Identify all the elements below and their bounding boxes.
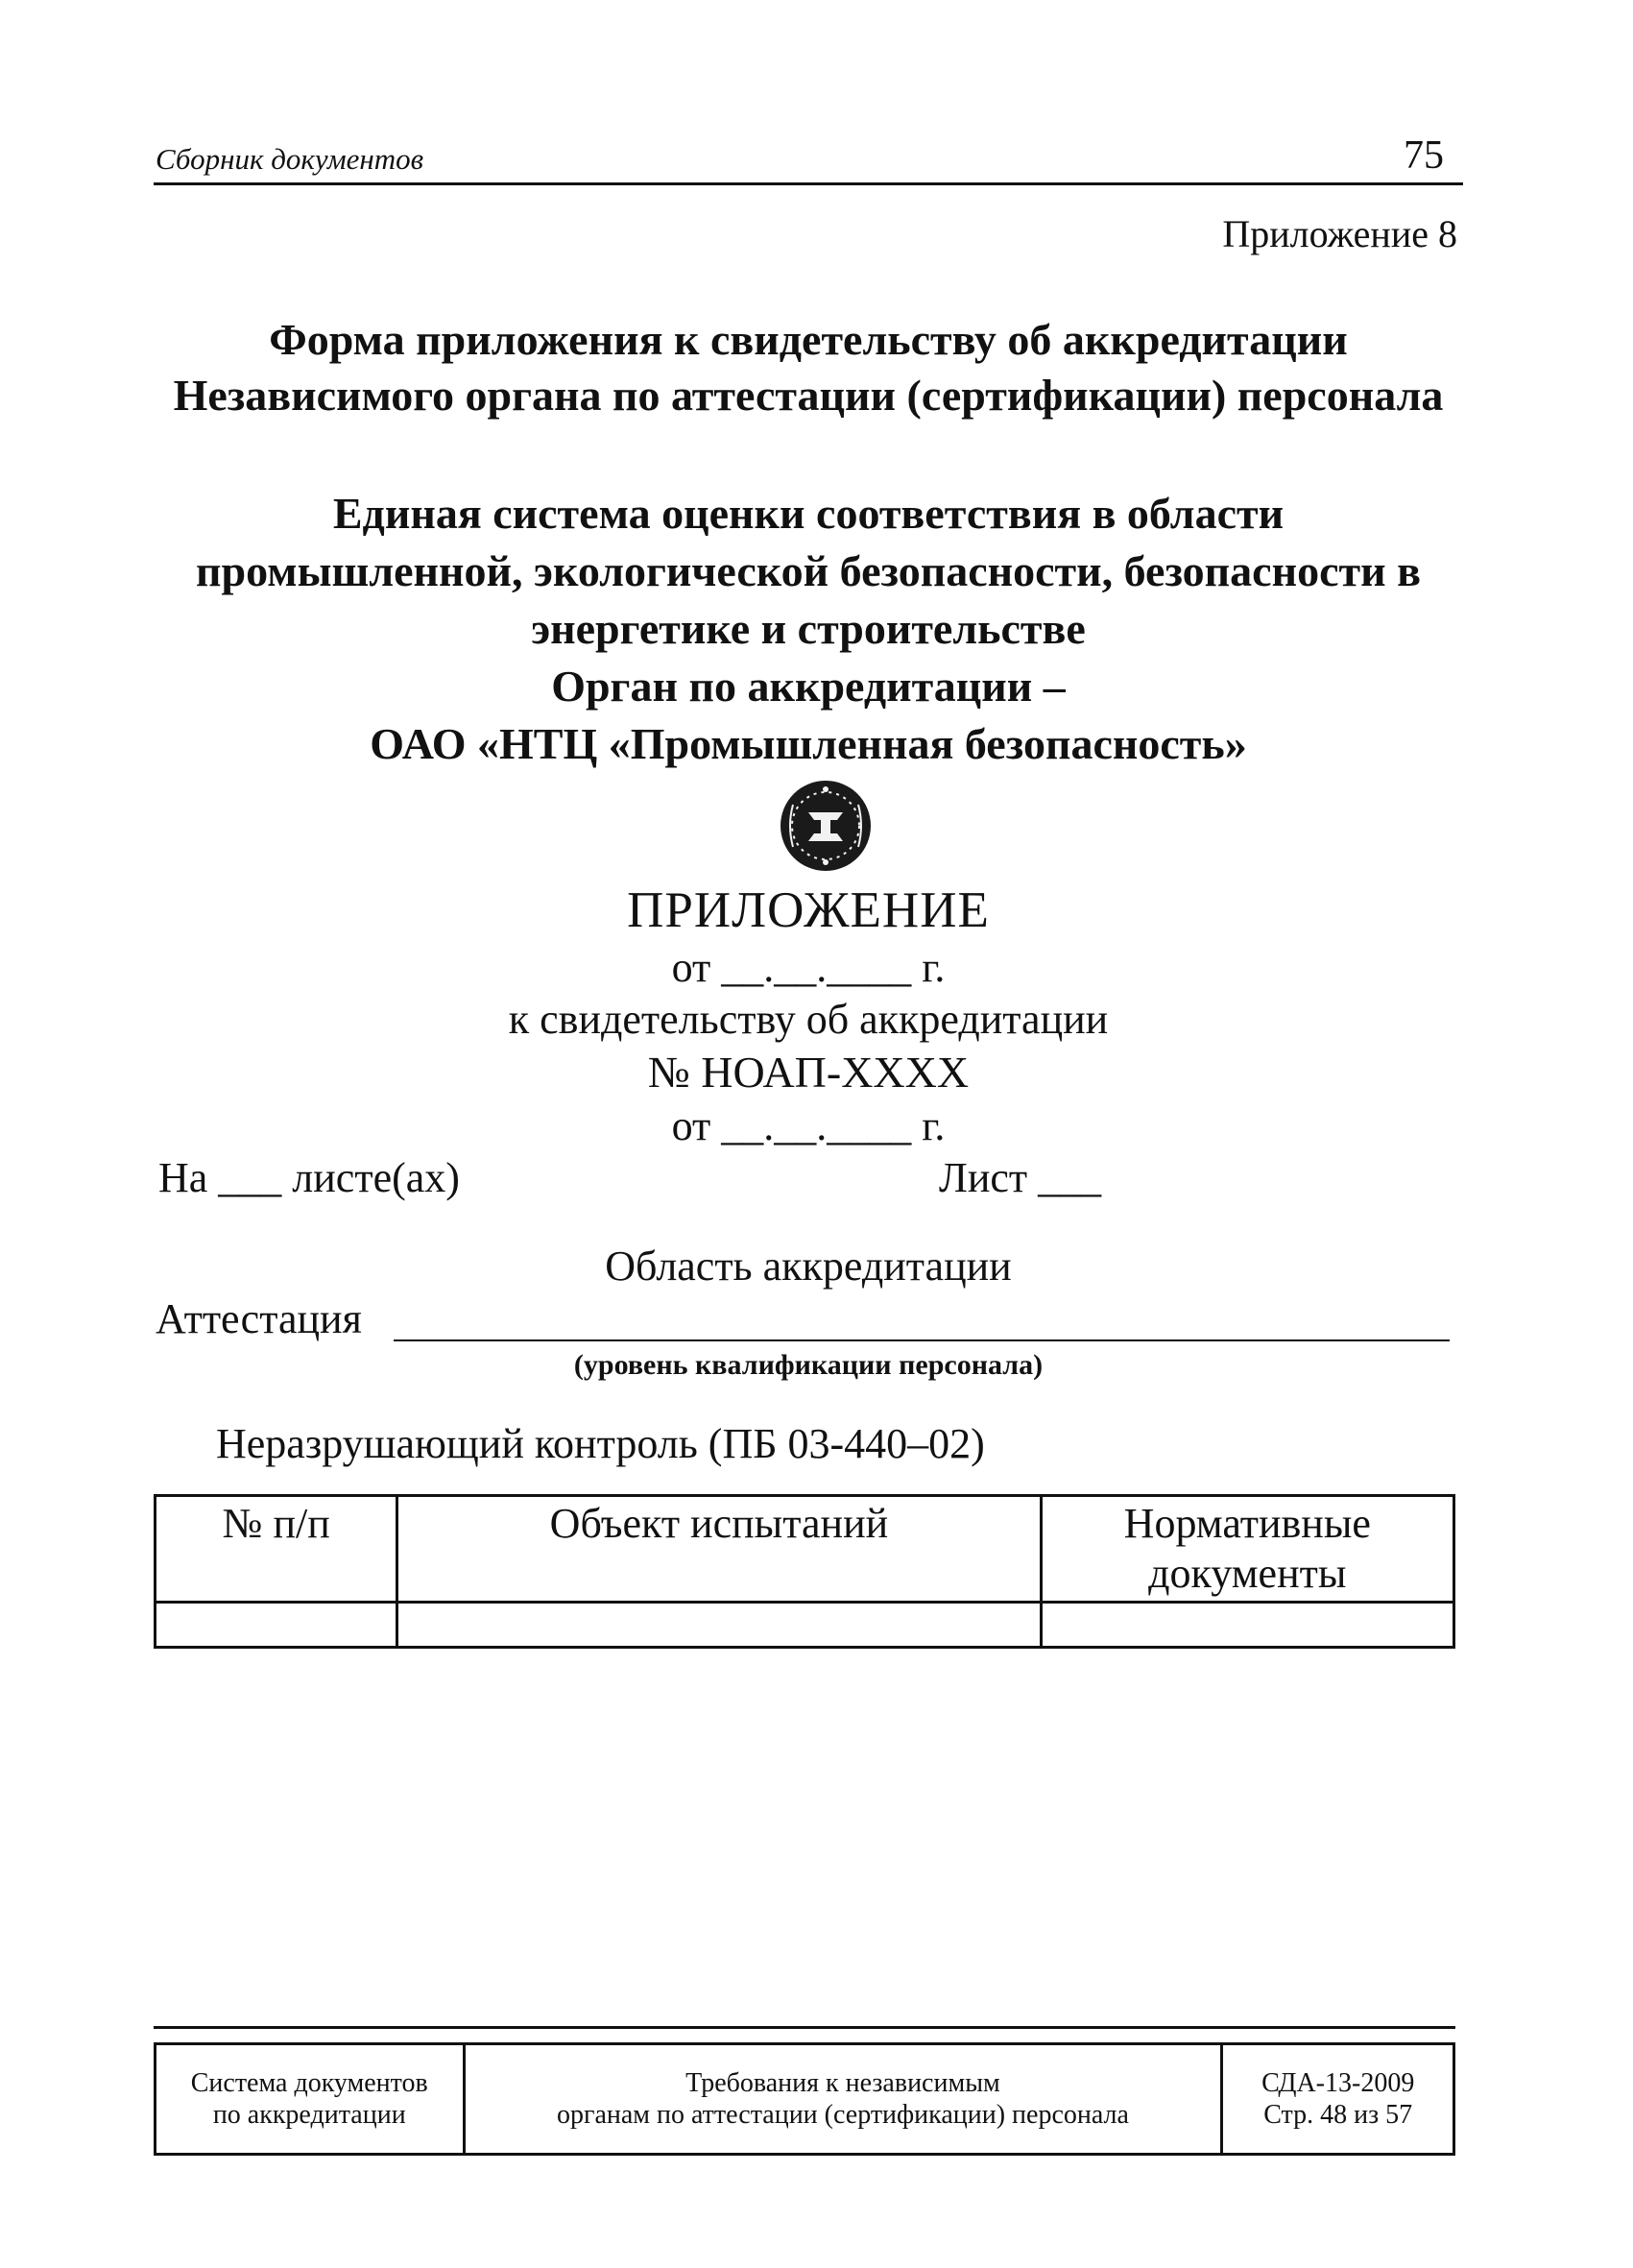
certificate-date: от __.__.____ г. — [671, 1102, 946, 1149]
footer-document-title — [464, 2044, 1222, 2155]
footer-right-line-1: СДА-13-2009 — [1261, 2068, 1415, 2098]
appendix-number: Приложение 8 — [1222, 212, 1457, 255]
form-title — [154, 312, 1463, 423]
certificate-reference: к свидетельству об аккредитации — [508, 996, 1109, 1043]
ndt-table-header-row — [156, 1496, 1454, 1603]
page-number: 75 — [1404, 133, 1444, 178]
ndt-table — [154, 1494, 1455, 1649]
footer-right-line-2: Стр. 48 из 57 — [1263, 2100, 1413, 2130]
appendix-heading: ПРИЛОЖЕНИЕ — [627, 882, 990, 938]
certificate-number: № НОАП-XXXX — [647, 1048, 970, 1097]
footer-left-line-1: Система документов — [190, 2068, 428, 2098]
footer-row — [156, 2044, 1454, 2155]
column-header-test-object: Объект испытаний — [397, 1496, 1041, 1603]
system-line-3: энергетике и строительстве — [531, 604, 1086, 653]
attestation-note: (уровень квалификации персонала) — [573, 1349, 1044, 1381]
footer-middle-line-2: органам по аттестации (сертификации) персонала — [556, 2100, 1129, 2130]
table-cell-empty — [156, 1603, 397, 1648]
attestation-blank-line — [394, 1339, 1450, 1341]
appendix-date: от __.__.____ г. — [671, 944, 946, 991]
accreditation-scope-title: Область аккредитации — [605, 1243, 1012, 1290]
column-header-regulatory-documents: Нормативные документы — [1041, 1496, 1453, 1603]
ndt-section-title: Неразрушающий контроль (ПБ 03-440–02) — [216, 1420, 985, 1467]
certification-seal-icon — [776, 776, 876, 876]
running-header-title: Сборник документов — [156, 142, 424, 176]
form-title-line-1: Форма приложения к свидетельству об аккредитации — [269, 315, 1348, 364]
system-block — [154, 485, 1463, 773]
footer-document-system — [156, 2044, 465, 2155]
system-line-1: Единая система оценки соответствия в области — [332, 489, 1285, 538]
footer-document-code — [1222, 2044, 1454, 2155]
column-header-number: № п/п — [156, 1496, 397, 1603]
header-rule — [154, 182, 1463, 185]
table-cell-empty — [1041, 1603, 1453, 1648]
form-title-line-2: Независимого органа по аттестации (сертификации) персонала — [173, 371, 1444, 420]
system-line-2: промышленной, экологической безопасности, безопасности в — [196, 546, 1421, 595]
footer-middle-line-1: Требования к независимым — [685, 2068, 1000, 2098]
total-sheets: На ___ листе(ах) — [158, 1154, 460, 1201]
system-line-4: Орган по аккредитации – — [551, 662, 1066, 711]
system-line-5: ОАО «НТЦ «Промышленная безопасность» — [370, 719, 1247, 768]
attestation-label: Аттестация — [156, 1295, 362, 1342]
sheet-number: Лист ___ — [939, 1154, 1102, 1201]
footer-table — [154, 2042, 1455, 2156]
footer-rule — [154, 2026, 1455, 2029]
table-row — [156, 1603, 1454, 1648]
table-cell-empty — [397, 1603, 1041, 1648]
footer-left-line-2: по аккредитации — [212, 2100, 406, 2130]
